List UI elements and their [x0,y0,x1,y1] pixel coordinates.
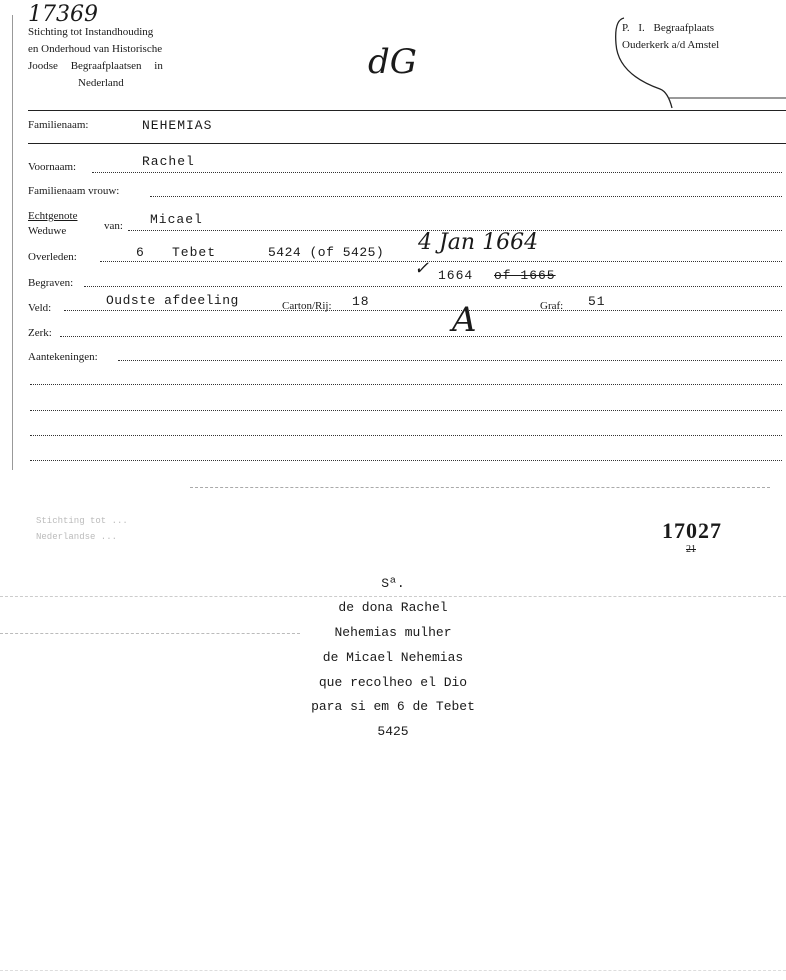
overleden-month: Tebet [172,245,217,260]
voornaam-label: Voornaam: [28,161,77,173]
aantekeningen-line-2 [30,384,782,385]
veld-value: Oudste afdeeling [106,293,239,308]
weduwe-label: Weduwe [28,225,67,237]
org-line-1: Stichting tot Instandhouding [28,26,154,38]
begraven-year: 1664 [438,268,474,283]
graf-label: Graf: [540,300,564,312]
faded-text-left-2: Nederlandse ... [36,532,118,542]
center-handwritten-mark: dG [368,42,417,82]
familienaam-top-rule [28,110,786,111]
voornaam-value: Rachel [142,154,195,169]
zerk-label: Zerk: [28,327,52,339]
inscription-line-3: Nehemias mulher [334,625,452,640]
overleden-year: 5424 (of 5425) [268,245,385,260]
cemetery-line-1: P. I. Begraafplaats [622,22,715,34]
veld-label: Veld: [28,302,52,314]
familienaam-value: NEHEMIAS [142,118,213,133]
inscription-line-7: 5425 [377,724,409,739]
familienaam-label: Familienaam: [28,119,89,131]
familienaam-vrouw-line [150,196,782,197]
graf-value: 51 [588,294,606,309]
card-left-edge [12,15,13,470]
organization-block [28,24,163,92]
overleden-label: Overleden: [28,251,77,263]
aantekeningen-line-4 [30,435,782,436]
inscription-line-1: Sª. [381,576,405,591]
begraven-label: Begraven: [28,277,74,289]
echtgenote-label: Echtgenote [28,210,78,222]
aantekeningen-line-1 [118,360,782,361]
inscription-line-4: de Micael Nehemias [322,650,464,665]
cemetery-line-2: Ouderkerk a/d Amstel [622,39,720,51]
overleden-handwritten-date: 4 Jan 1664 [418,230,539,255]
begraven-struck-year: of 1665 [494,268,556,283]
inscription-line-2: de dona Rachel [338,600,448,615]
card-number: 17369 [28,2,98,27]
aantekeningen-label: Aantekeningen: [28,351,98,363]
inscription-line-6: para si em 6 de Tebet [311,699,475,714]
van-value: Micael [150,212,203,227]
overleden-line [100,261,782,262]
org-line-2: en Onderhoud van Historische [28,43,163,55]
aantekeningen-line-3 [30,410,782,411]
org-line-3: Joodse Begraafplaatsen in [28,60,163,72]
faded-text-left-1: Stichting tot ... [36,516,128,526]
zerk-line [60,336,782,337]
org-line-4: Nederland [78,77,124,89]
zerk-handwritten-mark: A [452,300,477,340]
van-label: van: [104,220,123,232]
card-bottom-edge [190,487,770,488]
inscription-line-5: que recolheo el Dio [318,675,468,690]
carton-value: 18 [352,294,370,309]
cemetery-block [622,20,719,54]
veld-line [64,310,782,311]
familienaam-bottom-rule [28,143,786,144]
aantekeningen-line-5 [30,460,782,461]
separator-dashed-1 [0,596,786,597]
overleden-day: 6 [136,245,145,260]
lower-record-number: 17027 [662,518,722,543]
lower-small-mark: 21 [686,544,696,555]
familienaam-vrouw-label: Familienaam vrouw: [28,185,120,197]
begraven-tick-mark: ✓ [414,258,430,279]
scan-bottom-edge [0,970,786,971]
begraven-line [84,286,782,287]
carton-label: Carton/Rij: [282,300,332,312]
voornaam-line [92,172,782,173]
